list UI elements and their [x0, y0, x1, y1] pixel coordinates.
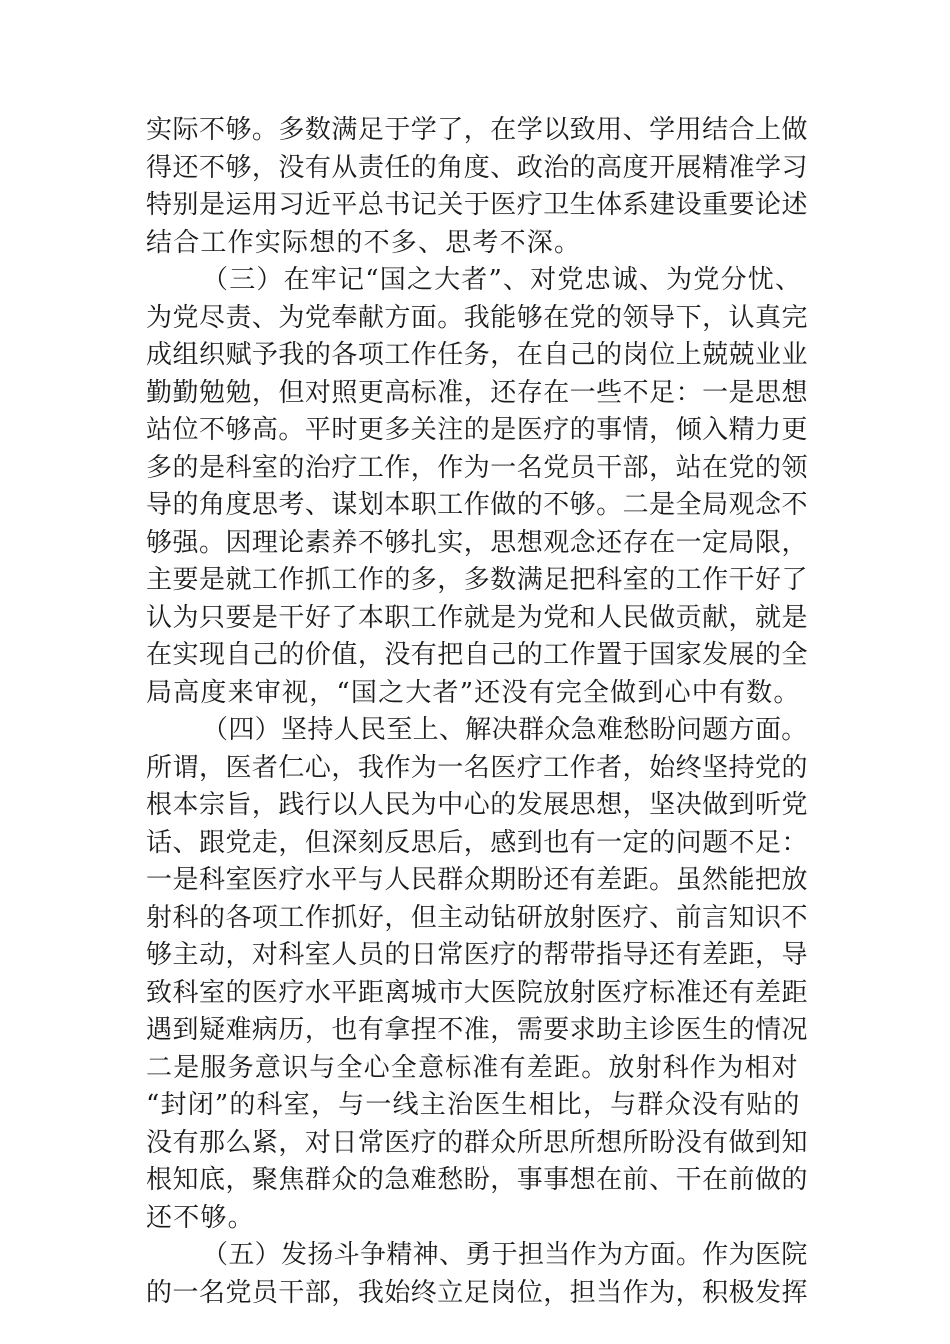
document-line: 所谓，医者仁心，我作为一名医疗工作者，始终坚持党的 [146, 752, 809, 783]
document-line: 的一名党员干部，我始终立足岗位，担当作为，积极发挥 [146, 1277, 809, 1308]
document-line: 一是科室医疗水平与人民群众期盼还有差距。虽然能把放 [146, 865, 809, 895]
document-line: 特别是运用习近平总书记关于医疗卫生体系建设重要论述 [146, 190, 809, 220]
document-line: 得还不够，没有从责任的角度、政治的高度开展精准学习 [146, 152, 809, 183]
document-line: 根本宗旨，践行以人民为中心的发展思想，坚决做到听党 [146, 790, 809, 820]
document-line: 二是服务意识与全心全意标准有差距。放射科作为相对 [146, 1052, 799, 1083]
document-line: 根知底，聚焦群众的急难愁盼，事事想在前、干在前做的 [146, 1165, 809, 1195]
document-line: 主要是就工作抓工作的多，多数满足把科室的工作干好了 [146, 565, 809, 595]
document-line: 够主动，对科室人员的日常医疗的帮带指导还有差距，导 [146, 940, 809, 970]
document-line: 勤勤勉勉，但对照更高标准，还存在一些不足：一是思想 [146, 377, 809, 408]
document-body [146, 112, 808, 1312]
document-line: 结合工作实际想的不多、思考不深。 [146, 227, 582, 258]
document-line: 致科室的医疗水平距离城市大医院放射医疗标准还有差距 [146, 977, 809, 1008]
document-line: “封闭”的科室，与一线主治医生相比，与群众没有贴的 [146, 1090, 801, 1120]
document-line: 局高度来审视，“国之大者”还没有完全做到心中有数。 [146, 677, 801, 708]
document-line: 在实现自己的价值，没有把自己的工作置于国家发展的全 [146, 640, 809, 670]
document-line: 没有那么紧，对日常医疗的群众所思所想所盼没有做到知 [146, 1127, 809, 1158]
document-line: 成组织赋予我的各项工作任务，在自己的岗位上兢兢业业 [146, 340, 809, 370]
document-line: 多的是科室的治疗工作，作为一名党员干部，站在党的领 [146, 452, 809, 483]
document-line: 遇到疑难病历，也有拿捏不准，需要求助主诊医生的情况 [146, 1015, 809, 1045]
document-line: （三）在牢记“国之大者”、对党忠诚、为党分忧、 [202, 265, 803, 295]
document-line: 认为只要是干好了本职工作就是为党和人民做贡献，就是 [146, 602, 809, 633]
document-line: （五）发扬斗争精神、勇于担当作为方面。作为医院 [202, 1240, 808, 1270]
document-line: 射科的各项工作抓好，但主动钻研放射医疗、前言知识不 [146, 902, 809, 933]
document-line: 导的角度思考、谋划本职工作做的不够。二是全局观念不 [146, 490, 809, 520]
document-line: 话、跟党走，但深刻反思后，感到也有一定的问题不足： [146, 827, 809, 858]
document-line: 站位不够高。平时更多关注的是医疗的事情，倾入精力更 [146, 415, 809, 445]
document-line: 还不够。 [146, 1202, 255, 1233]
document-line: 为党尽责、为党奉献方面。我能够在党的领导下，认真完 [146, 302, 809, 333]
document-line: 实际不够。多数满足于学了，在学以致用、学用结合上做 [146, 115, 809, 145]
document-line: 够强。因理论素养不够扎实，思想观念还存在一定局限， [146, 527, 809, 558]
document-line: （四）坚持人民至上、解决群众急难愁盼问题方面。 [202, 715, 808, 745]
